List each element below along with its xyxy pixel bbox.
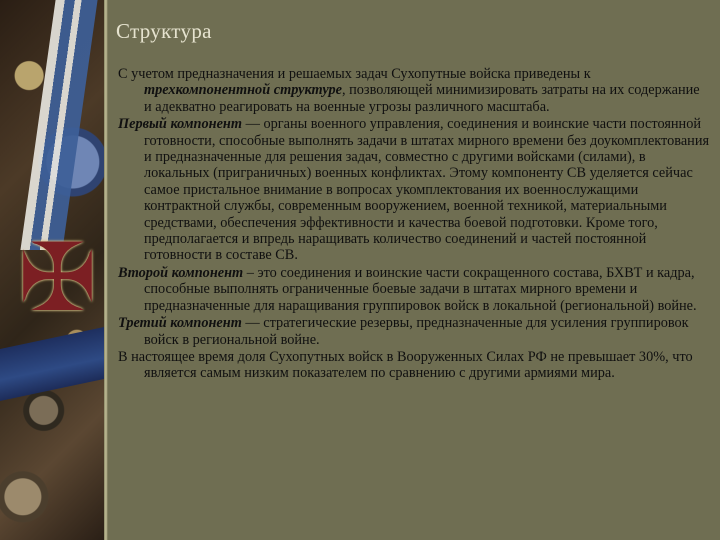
paragraph-intro bbox=[118, 66, 710, 115]
paragraph-text: – это соединения и воинские части сокращенного состава, БХВТ и кадра, способные выполнять ограниченные боевые задачи в штатах мирного времени и предназначенные для наращивания группировок войск в локальной (региональной) войне. bbox=[144, 264, 697, 314]
paragraph-text: В настоящее время доля Сухопутных войск в Вооруженных Силах РФ не превышает 30%, что является самым низким показателем по сравнению с другими армиями мира. bbox=[118, 348, 693, 382]
paragraph-text: — стратегические резервы, предназначенные для усиления группировок войск в региональной войне. bbox=[144, 315, 689, 348]
paragraph-current-share bbox=[118, 349, 710, 382]
paragraph-text: — органы военного управления, соединения и воинские части постоянной готовности, способные выполнять задачи в штатах мирного времени без доукомплектования и предназначенные для решения задач, совместно с другими войсками (силами), в локальных (приграничных) военных конфликтах. Этому компоненту СВ уделяется сейчас самое пристальное внимание в вопросах укомплектования их военнослужащими контрактной службы, современным вооружением, военной техникой, материальными средствами, обеспечения эффективности и качества боевой подготовки. Кроме того, предполагается и впредь наращивать количество соединений и частей постоянной готовности в составе СВ. bbox=[144, 116, 710, 264]
paragraph-term: трехкомпонентной структуре bbox=[144, 82, 342, 99]
order-cross-icon: ✠ bbox=[18, 224, 97, 333]
paragraph-third-component bbox=[118, 315, 710, 348]
slide-body bbox=[118, 66, 710, 383]
slide-title: Структура bbox=[116, 19, 212, 43]
medals-decoration-image bbox=[0, 0, 104, 540]
paragraph-second-component bbox=[118, 265, 710, 314]
ribbon-bar bbox=[0, 327, 104, 401]
ribbon-stripe bbox=[20, 0, 97, 250]
paragraph-first-component bbox=[118, 116, 710, 264]
paragraph-text-tail: , позволяющей минимизировать затраты на их содержание и адекватно реагировать на военные угрозы различного масштаба. bbox=[144, 82, 700, 115]
vertical-divider bbox=[104, 0, 108, 540]
paragraph-lead: Первый компонент bbox=[118, 116, 242, 133]
paragraph-lead: Третий компонент bbox=[118, 315, 242, 332]
paragraph-text: С учетом предназначения и решаемых задач Сухопутные войска приведены к bbox=[118, 66, 591, 82]
paragraph-lead: Второй компонент bbox=[118, 264, 244, 281]
